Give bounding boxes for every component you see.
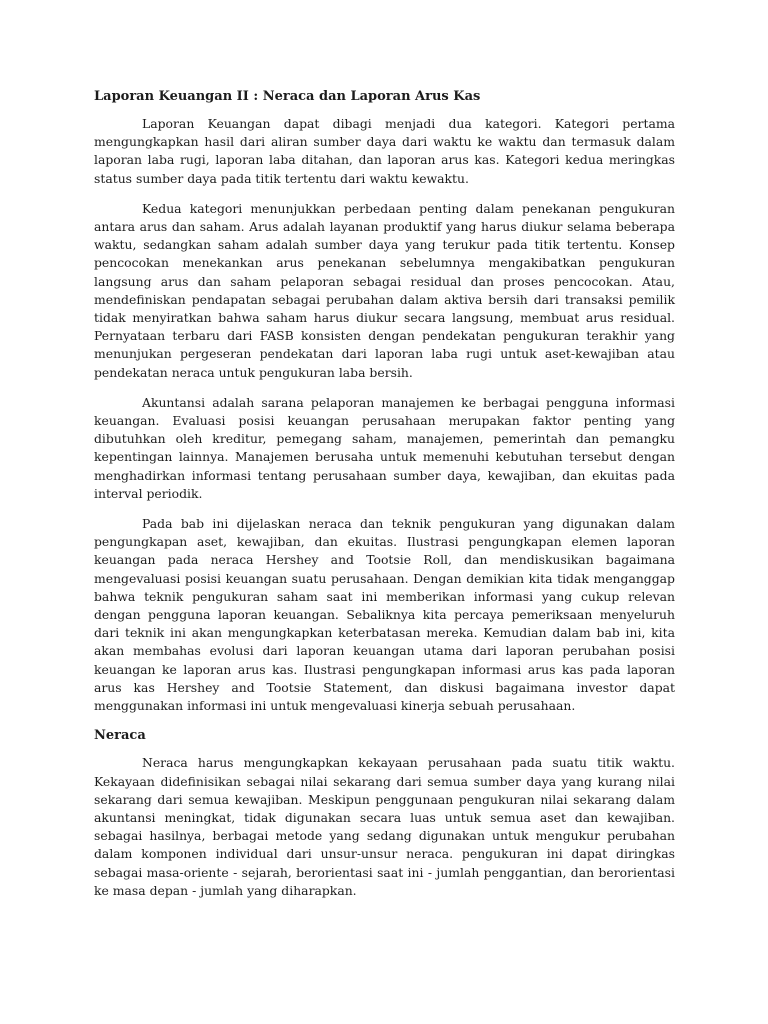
paragraph-arus-dan-saham: Kedua kategori menunjukkan perbedaan penting dalam penekanan pengukuran antara arus dan saham. Arus adalah layanan produktif yang harus diukur selama beberapa waktu, sedangkan saham adalah sumber daya yang terukur pada titik tertentu. Konsep pencocokan menekankan arus penekanan sebelumnya mengakibatkan pengukuran langsung arus dan saham pelaporan sebagai residual dan proses pencocokan. Atau, mendefiniskan pendapatan sebagai perubahan dalam aktiva bersih dari transaksi pemilik tidak menyiratkan bahwa saham harus diukur secara langsung, membuat arus residual. Pernyataan terbaru dari FASB konsisten dengan pendekatan pengukuran terakhir yang menunjukan pergeseran pendekatan dari laporan laba rugi untuk aset-kewajiban atau pendekatan neraca untuk pengukuran laba bersih. <box>94 200 675 380</box>
paragraph-neraca: Neraca harus mengungkapkan kekayaan perusahaan pada suatu titik waktu. Kekayaan didefinisikan sebagai nilai sekarang dari semua sumber daya yang kurang nilai sekarang dari semua kewajiban. Meskipun penggunaan pengukuran nilai sekarang dalam akuntansi meningkat, tidak digunakan secara luas untuk semua aset dan kewajiban. sebagai hasilnya, berbagai metode yang sedang digunakan untuk mengukur perubahan dalam komponen individual dari unsur-unsur neraca. pengukuran ini dapat diringkas sebagai masa-oriente - sejarah, berorientasi saat ini - jumlah penggantian, dan berorientasi ke masa depan - jumlah yang diharapkan. <box>94 755 675 898</box>
document-body <box>94 88 675 912</box>
paragraph-kategori-laporan: Laporan Keuangan dapat dibagi menjadi dua kategori. Kategori pertama mengungkapkan hasil dari aliran sumber daya dari waktu ke waktu dan termasuk dalam laporan laba rugi, laporan laba ditahan, dan laporan arus kas. Kategori kedua meringkas status sumber daya pada titik tertentu dari waktu kewaktu. <box>94 116 675 186</box>
document-title: Laporan Keuangan II : Neraca dan Laporan Arus Kas <box>94 89 481 104</box>
section-heading-neraca: Neraca <box>94 728 146 744</box>
paragraph-akuntansi-pelaporan: Akuntansi adalah sarana pelaporan manajemen ke berbagai pengguna informasi keuangan. Evaluasi posisi keuangan perusahaan merupakan faktor penting yang dibutuhkan oleh kreditur, pemegang saham, manajemen, pemerintah dan pemangku kepentingan lainnya. Manajemen berusaha untuk memenuhi kebutuhan tersebut dengan menghadirkan informasi tentang perusahaan sumber daya, kewajiban, dan ekuitas pada interval periodik. <box>94 394 675 501</box>
paragraph-isi-bab: Pada bab ini dijelaskan neraca dan teknik pengukuran yang digunakan dalam pengungkapan aset, kewajiban, dan ekuitas. Ilustrasi pengungkapan elemen laporan keuangan pada neraca Hershey and Tootsie Roll, dan mendiskusikan bagaimana mengevaluasi posisi keuangan suatu perusahaan. Dengan demikian kita tidak menganggap bahwa teknik pengukuran saham saat ini memberikan informasi yang cukup relevan dengan pengguna laporan keuangan. Sebaliknya kita percaya pemeriksaan menyeluruh dari teknik ini akan mengungkapkan keterbatasan mereka. Kemudian dalam bab ini, kita akan membahas evolusi dari laporan keuangan utama dari laporan perubahan posisi keuangan ke laporan arus kas. Ilustrasi pengungkapan informasi arus kas pada laporan arus kas Hershey and Tootsie Statement, dan diskusi bagaimana investor dapat menggunakan informasi ini untuk mengevaluasi kinerja sebuah perusahaan. <box>94 516 675 714</box>
